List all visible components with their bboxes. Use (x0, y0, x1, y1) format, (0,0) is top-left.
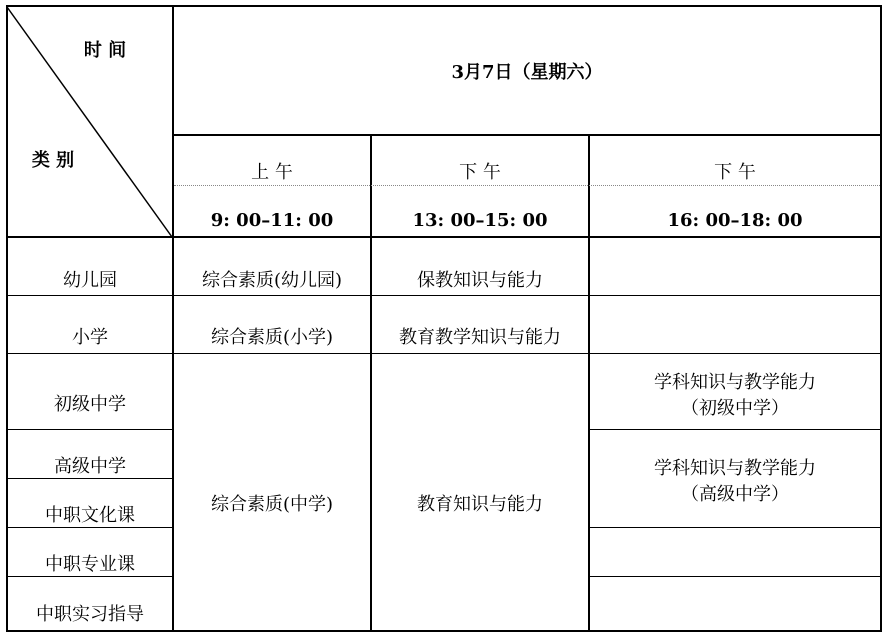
divider-col-2 (370, 134, 372, 632)
cell-primary-afternoon: 教育教学知识与能力 (399, 327, 561, 348)
divider-date (172, 134, 882, 136)
category-vocational-culture: 中职文化课 (45, 505, 135, 526)
category-junior-middle: 初级中学 (54, 394, 126, 415)
row-line-6b (588, 576, 882, 577)
cell-junior-evening-line2: （初级中学） (681, 398, 789, 419)
corner-category-label: 类 别 (31, 150, 75, 171)
row-line-6a (6, 576, 172, 577)
border-bottom (6, 630, 882, 632)
cell-junior-evening-line1: 学科知识与教学能力 (654, 372, 816, 393)
cell-middle-afternoon: 教育知识与能力 (417, 494, 543, 515)
category-vocational-major: 中职专业课 (45, 554, 135, 575)
category-vocational-practice: 中职实习指导 (36, 604, 144, 625)
category-senior-middle: 高级中学 (54, 456, 126, 477)
divider-category (172, 5, 174, 632)
row-line-5a (6, 527, 172, 528)
divider-header (6, 236, 882, 238)
category-kindergarten: 幼儿园 (63, 270, 117, 291)
border-top (6, 5, 882, 7)
cell-senior-evening-line1: 学科知识与教学能力 (654, 458, 816, 479)
cell-kindergarten-afternoon: 保教知识与能力 (417, 270, 543, 291)
cell-primary-morning: 综合素质(小学) (210, 327, 334, 348)
row-line-3b (588, 429, 882, 430)
cell-kindergarten-morning: 综合素质(幼儿园) (201, 270, 343, 291)
session-1-time: 9: 00–11: 00 (210, 210, 334, 231)
category-primary: 小学 (72, 327, 108, 348)
cell-middle-morning: 综合素质(中学) (210, 494, 334, 515)
row-line-2 (6, 353, 882, 354)
session-1-label: 上 午 (251, 162, 293, 183)
session-2-label: 下 午 (459, 162, 501, 183)
session-3-label: 下 午 (714, 162, 756, 183)
row-line-3a (6, 429, 172, 430)
session-3-time: 16: 00–18: 00 (667, 210, 803, 231)
row-line-4 (6, 478, 172, 479)
border-left (6, 5, 8, 632)
session-2-time: 13: 00–15: 00 (412, 210, 548, 231)
border-right (880, 5, 882, 632)
cell-senior-evening-line2: （高级中学） (681, 484, 789, 505)
divider-session-dotted (174, 185, 880, 186)
date-header: 3月7日（星期六） (451, 62, 603, 83)
row-line-5b (588, 527, 882, 528)
corner-time-label: 时 间 (83, 40, 127, 61)
row-line-1 (6, 295, 882, 296)
